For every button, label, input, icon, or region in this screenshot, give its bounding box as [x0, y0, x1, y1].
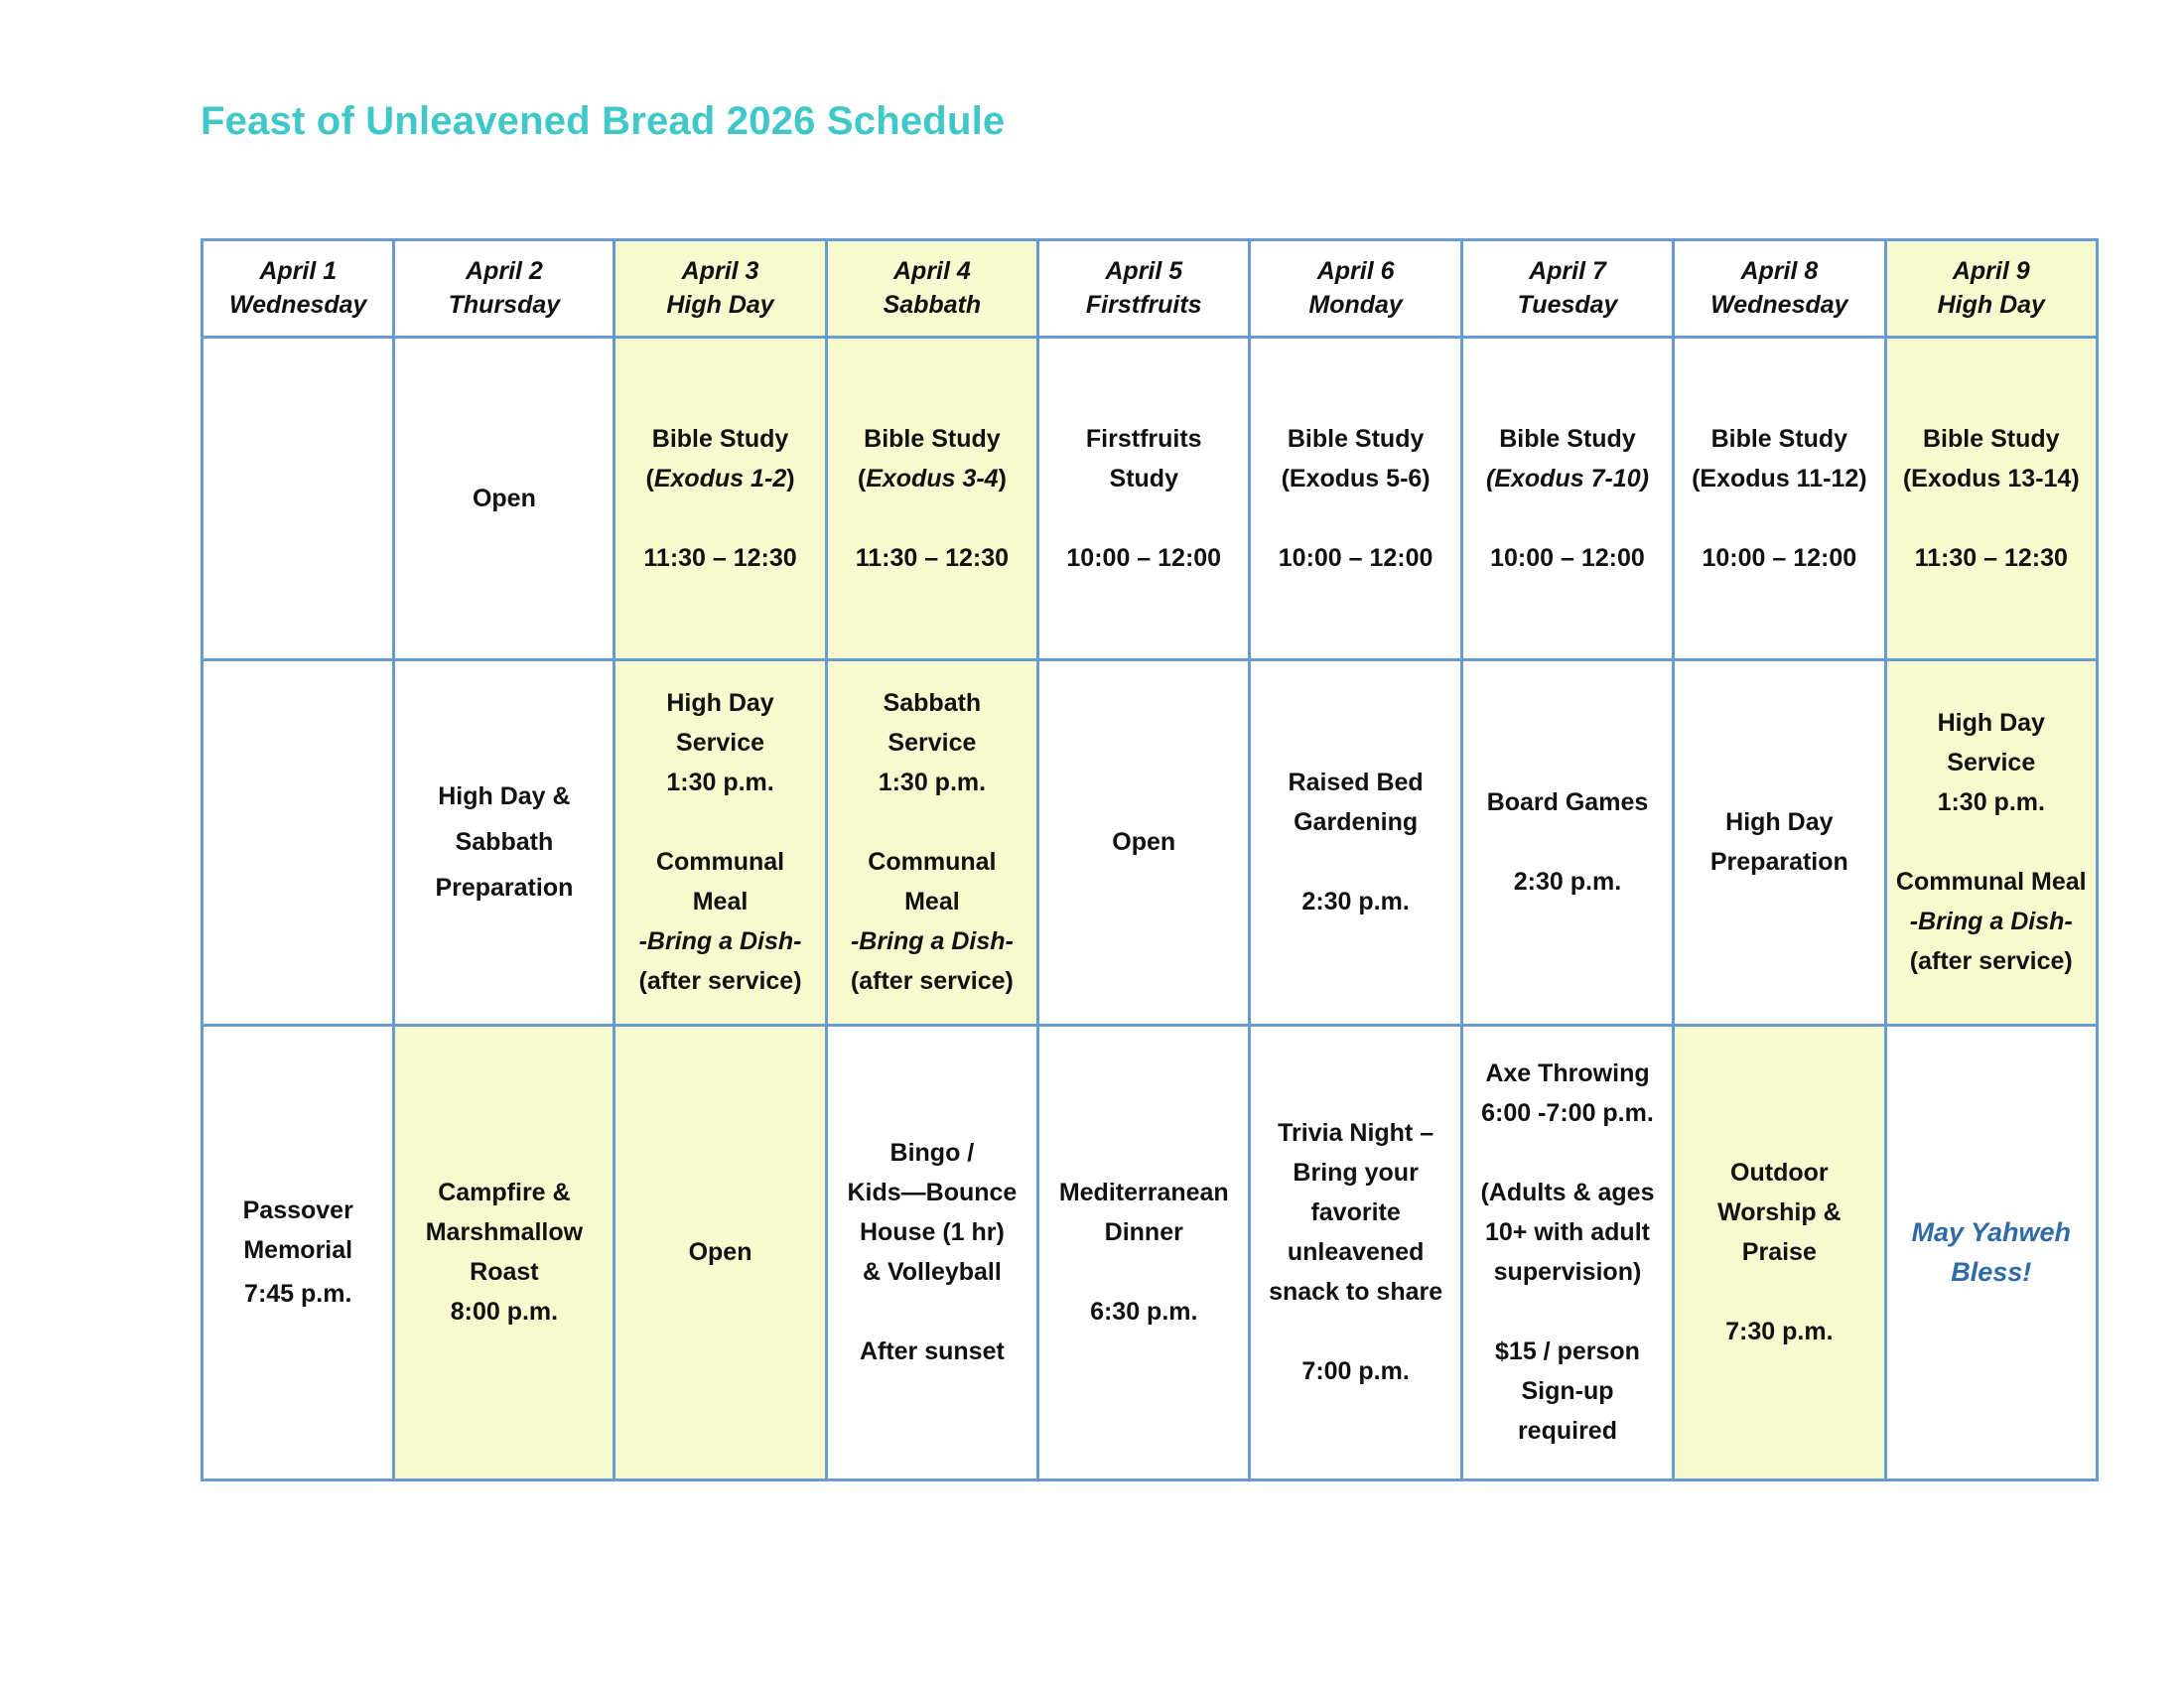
event-text: Open	[688, 1238, 752, 1267]
event-time: 2:30 p.m.	[1301, 888, 1410, 916]
event-time: 1:30 p.m.	[666, 769, 774, 797]
event-title: Service	[1947, 749, 2036, 777]
event-reference: (Exodus 5-6)	[1281, 464, 1431, 492]
event-title: High Day &	[438, 782, 571, 811]
event-title: Bring your	[1293, 1159, 1419, 1188]
event-note: supervision)	[1493, 1258, 1642, 1287]
schedule-cell	[1675, 661, 1883, 1024]
schedule-cell	[828, 661, 1036, 1024]
event-title: High Day	[1725, 808, 1834, 837]
event-title: favorite	[1310, 1198, 1401, 1227]
event-text: Open	[1112, 828, 1176, 857]
schedule-cell	[1039, 1027, 1248, 1478]
blessing-text: Bless!	[1951, 1257, 2032, 1288]
day-header	[1039, 241, 1248, 336]
meal-note: -Bring a Dish-	[1909, 908, 2073, 936]
event-time: 8:00 p.m.	[450, 1298, 559, 1327]
event-title: Bible Study	[1499, 424, 1636, 453]
schedule-cell	[615, 1027, 824, 1478]
event-title: Roast	[470, 1258, 539, 1287]
event-title: Memorial	[243, 1236, 353, 1265]
day-header	[204, 241, 392, 336]
meal-title: Communal	[655, 848, 785, 877]
event-time: 2:30 p.m.	[1513, 868, 1622, 897]
event-title: Raised Bed	[1288, 769, 1424, 797]
event-title: Bible Study	[1710, 424, 1848, 453]
event-title: Sabbath	[883, 689, 982, 718]
schedule-cell	[1463, 1027, 1672, 1478]
page-title: Feast of Unleavened Bread 2026 Schedule	[201, 99, 1006, 143]
event-reference: (Exodus 3-4)	[857, 464, 1007, 492]
meal-note: -Bring a Dish-	[850, 927, 1014, 956]
day-date: April 3	[681, 257, 759, 286]
event-title: Kids—Bounce	[847, 1179, 1018, 1207]
event-title: Service	[676, 729, 765, 758]
meal-title: Communal	[868, 848, 997, 877]
schedule-table	[201, 238, 2099, 1481]
event-time: 11:30 – 12:30	[855, 543, 1010, 572]
day-date: April 4	[893, 257, 971, 286]
evening-row	[204, 1027, 2096, 1478]
meal-note: (after service)	[638, 967, 802, 996]
day-date: April 7	[1529, 257, 1606, 286]
event-title: Passover	[242, 1196, 353, 1225]
schedule-cell	[395, 661, 613, 1024]
day-name: Wednesday	[228, 291, 367, 320]
event-time: 10:00 – 12:00	[1066, 543, 1222, 572]
event-time: 7:45 p.m.	[244, 1280, 352, 1309]
day-header	[1251, 241, 1459, 336]
event-title: Preparation	[1709, 848, 1848, 877]
event-time: 1:30 p.m.	[878, 769, 987, 797]
day-header	[828, 241, 1036, 336]
day-header	[395, 241, 613, 336]
schedule-cell	[1251, 661, 1459, 1024]
event-title: Service	[887, 729, 977, 758]
event-title: Mediterranean	[1058, 1179, 1229, 1207]
day-header	[615, 241, 824, 336]
day-name: Monday	[1308, 291, 1403, 320]
day-name: High Day	[1937, 291, 2045, 320]
event-title: unleavened	[1287, 1238, 1425, 1267]
schedule-cell	[1039, 661, 1248, 1024]
meal-title: Communal Meal	[1895, 868, 2087, 897]
event-reference: (Exodus 1-2)	[645, 464, 795, 492]
event-time: 1:30 p.m.	[1937, 788, 2045, 817]
event-title: Worship &	[1717, 1198, 1842, 1227]
event-time: After sunset	[859, 1337, 1005, 1366]
event-title: Firstfruits	[1085, 424, 1202, 453]
schedule-cell	[1463, 661, 1672, 1024]
meal-title: Meal	[692, 888, 749, 916]
schedule-cell	[615, 339, 824, 658]
day-name: Tuesday	[1517, 291, 1618, 320]
event-title: snack to share	[1269, 1278, 1443, 1307]
day-header	[1887, 241, 2096, 336]
day-date: April 6	[1316, 257, 1395, 286]
event-title: Marshmallow	[425, 1218, 584, 1247]
event-reference: (Exodus 13-14)	[1902, 464, 2080, 492]
event-time: 6:00 -7:00 p.m.	[1481, 1099, 1654, 1128]
day-date: April 2	[466, 257, 543, 286]
event-title: Sabbath	[455, 828, 554, 857]
event-note: (Adults & ages	[1480, 1179, 1655, 1207]
schedule-cell	[1675, 339, 1883, 658]
event-title: Dinner	[1104, 1218, 1183, 1247]
schedule-cell	[1887, 339, 2096, 658]
schedule-cell	[615, 661, 824, 1024]
meal-note: (after service)	[1909, 947, 2073, 976]
day-date: April 5	[1105, 257, 1183, 286]
event-title: House (1 hr)	[859, 1218, 1005, 1247]
event-title: Gardening	[1294, 808, 1419, 837]
meal-title: Meal	[904, 888, 960, 916]
day-name: High Day	[666, 291, 774, 320]
event-time: 10:00 – 12:00	[1278, 543, 1433, 572]
schedule-cell	[1675, 1027, 1883, 1478]
event-title: High Day	[666, 689, 774, 718]
event-title: Axe Throwing	[1485, 1059, 1650, 1088]
day-header	[1675, 241, 1883, 336]
event-note: 10+ with adult	[1484, 1218, 1650, 1247]
meal-note: (after service)	[850, 967, 1014, 996]
event-title: Board Games	[1486, 788, 1649, 817]
event-reference: (Exodus 11-12)	[1692, 464, 1867, 492]
event-title: Preparation	[435, 874, 574, 903]
schedule-cell	[1251, 1027, 1459, 1478]
event-title: Bible Study	[1923, 424, 2060, 453]
schedule-cell	[204, 1027, 392, 1478]
day-name: Firstfruits	[1085, 291, 1202, 320]
schedule-cell	[828, 339, 1036, 658]
day-date: April 8	[1740, 257, 1819, 286]
event-title: Praise	[1741, 1238, 1817, 1267]
event-time: 7:00 p.m.	[1301, 1357, 1410, 1386]
day-date: April 9	[1952, 257, 2030, 286]
event-time: 11:30 – 12:30	[643, 543, 797, 572]
event-title: Study	[1109, 464, 1178, 492]
schedule-cell	[1039, 339, 1248, 658]
schedule-cell-empty	[204, 661, 392, 1024]
event-title: Outdoor	[1730, 1159, 1829, 1188]
schedule-cell	[395, 1027, 613, 1478]
event-title: Campfire &	[438, 1179, 571, 1207]
event-title: High Day	[1937, 709, 2045, 738]
day-date: April 1	[259, 257, 338, 286]
schedule-cell-empty	[204, 339, 392, 658]
schedule-cell	[1463, 339, 1672, 658]
meal-note: -Bring a Dish-	[638, 927, 802, 956]
blessing-text: May Yahweh	[1911, 1217, 2072, 1248]
day-name: Sabbath	[883, 291, 982, 320]
event-price: $15 / person	[1495, 1337, 1640, 1366]
schedule-cell	[395, 339, 613, 658]
schedule-cell	[1887, 1027, 2096, 1478]
event-title: Bible Study	[1287, 424, 1425, 453]
event-title: Bible Study	[864, 424, 1001, 453]
schedule-cell	[828, 1027, 1036, 1478]
event-title: Bible Study	[651, 424, 789, 453]
afternoon-row	[204, 661, 2096, 1024]
day-name: Wednesday	[1710, 291, 1848, 320]
schedule-cell	[1251, 339, 1459, 658]
header-row	[204, 241, 2096, 336]
event-text: Open	[472, 484, 536, 512]
event-reference: (Exodus 7-10)	[1486, 464, 1649, 492]
event-time: 10:00 – 12:00	[1490, 543, 1645, 572]
event-title: Trivia Night –	[1278, 1119, 1434, 1148]
event-time: 10:00 – 12:00	[1702, 543, 1857, 572]
event-time: 11:30 – 12:30	[1914, 543, 2068, 572]
event-note: Sign-up required	[1517, 1377, 1617, 1446]
morning-row	[204, 339, 2096, 658]
event-title: Bingo /	[889, 1139, 975, 1168]
event-title: & Volleyball	[862, 1258, 1002, 1287]
day-name: Thursday	[448, 291, 561, 320]
schedule-cell	[1887, 661, 2096, 1024]
event-time: 7:30 p.m.	[1725, 1318, 1834, 1346]
day-header	[1463, 241, 1672, 336]
event-time: 6:30 p.m.	[1090, 1298, 1198, 1327]
